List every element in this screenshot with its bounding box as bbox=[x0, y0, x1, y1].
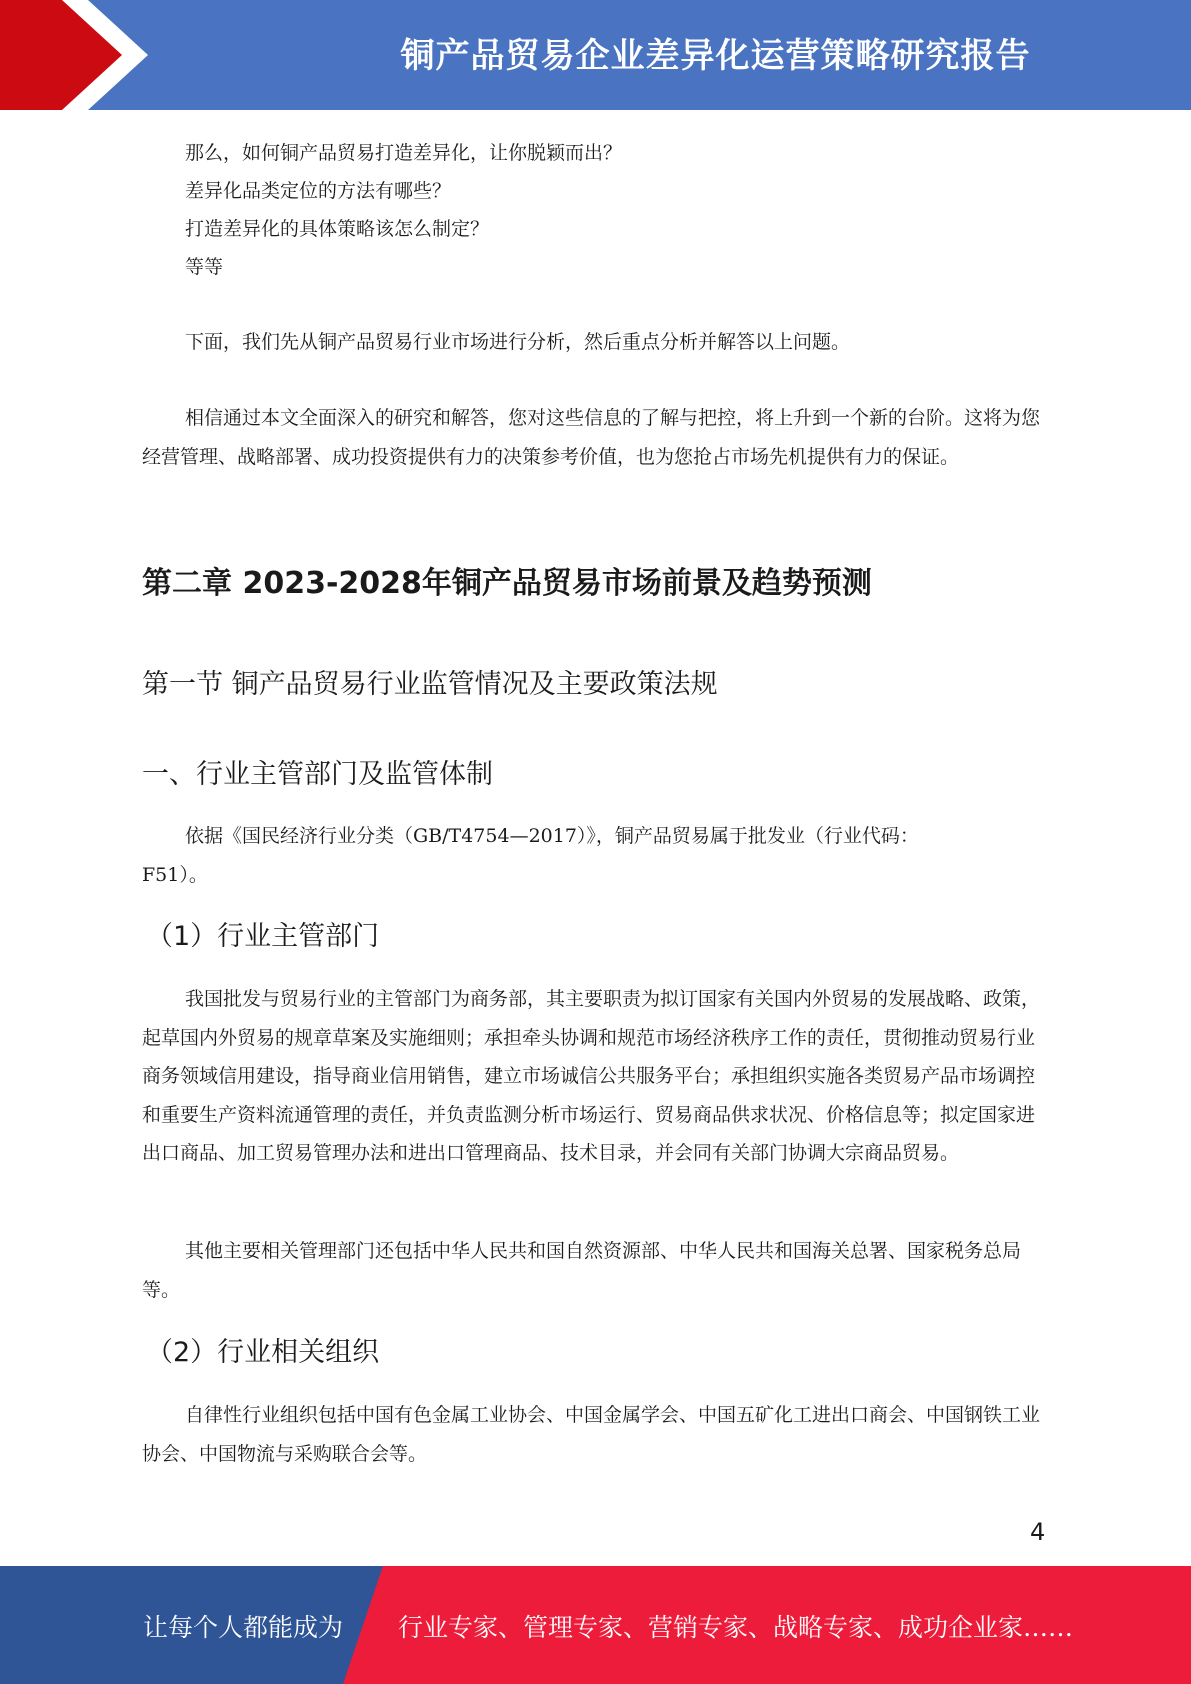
subsection-heading-1b: （2）行业相关组织 bbox=[146, 1337, 380, 1368]
other-authorities-paragraph: 其他主要相关管理部门还包括中华人民共和国自然资源部、中华人民共和国海关总署、国家税务总局等。 bbox=[142, 1240, 1022, 1301]
intro-paragraph-1: 下面，我们先从铜产品贸易行业市场进行分析，然后重点分析并解答以上问题。 bbox=[185, 331, 851, 353]
subsection-heading-1: 一、行业主管部门及监管体制 bbox=[142, 759, 493, 790]
footer-slogan-right: 行业专家、管理专家、营销专家、战略专家、成功企业家…… bbox=[398, 1613, 1074, 1642]
footer-slogan-left: 让每个人都能成为 bbox=[143, 1613, 344, 1642]
intro-question-4: 等等 bbox=[185, 256, 224, 278]
page-header bbox=[0, 0, 1191, 110]
intro-paragraph-2: 相信通过本文全面深入的研究和解答，您对这些信息的了解与把控，将上升到一个新的台阶。这将为您经营管理、战略部署、成功投资提供有力的决策参考价值，也为您抢占市场先机提供有力的保证。 bbox=[142, 407, 1041, 468]
intro-question-2: 差异化品类定位的方法有哪些？ bbox=[185, 180, 452, 202]
subsection-heading-1a: （1）行业主管部门 bbox=[146, 921, 380, 952]
classification-paragraph-line-2: F51）。 bbox=[142, 864, 208, 886]
page-footer bbox=[0, 1566, 1191, 1684]
authority-paragraph: 我国批发与贸易行业的主管部门为商务部，其主要职责为拟订国家有关国内外贸易的发展战略、政策，起草国内外贸易的规章草案及实施细则；承担牵头协调和规范市场经济秩序工作的责任，贯彻推动贸易行业商务领域信用建设，指导商业信用销售，建立市场诚信公共服务平台；承担组织实施各类贸易产品市场调控和重要生产资料流通管理的责任，并负责监测分析市场运行、贸易商品供求状况、价格信息等；拟定国家进出口商品、加工贸易管理办法和进出口管理商品、技术目录，并会同有关部门协调大宗商品贸易。 bbox=[142, 988, 1041, 1164]
header-title: 铜产品贸易企业差异化运营策略研究报告 bbox=[400, 36, 1031, 76]
organizations-paragraph: 自律性行业组织包括中国有色金属工业协会、中国金属学会、中国五矿化工进出口商会、中国钢铁工业协会、中国物流与采购联合会等。 bbox=[142, 1404, 1041, 1465]
classification-paragraph-line-1: 依据《国民经济行业分类（GB/T4754—2017）》，铜产品贸易属于批发业（行业代码： bbox=[185, 825, 919, 847]
page-number: 4 bbox=[1030, 1518, 1046, 1546]
chapter-heading: 第二章 2023-2028年铜产品贸易市场前景及趋势预测 bbox=[142, 566, 872, 601]
intro-question-1: 那么，如何铜产品贸易打造差异化，让你脱颖而出？ bbox=[185, 142, 623, 164]
intro-question-3: 打造差异化的具体策略该怎么制定？ bbox=[185, 218, 490, 240]
section-heading: 第一节 铜产品贸易行业监管情况及主要政策法规 bbox=[142, 669, 718, 700]
